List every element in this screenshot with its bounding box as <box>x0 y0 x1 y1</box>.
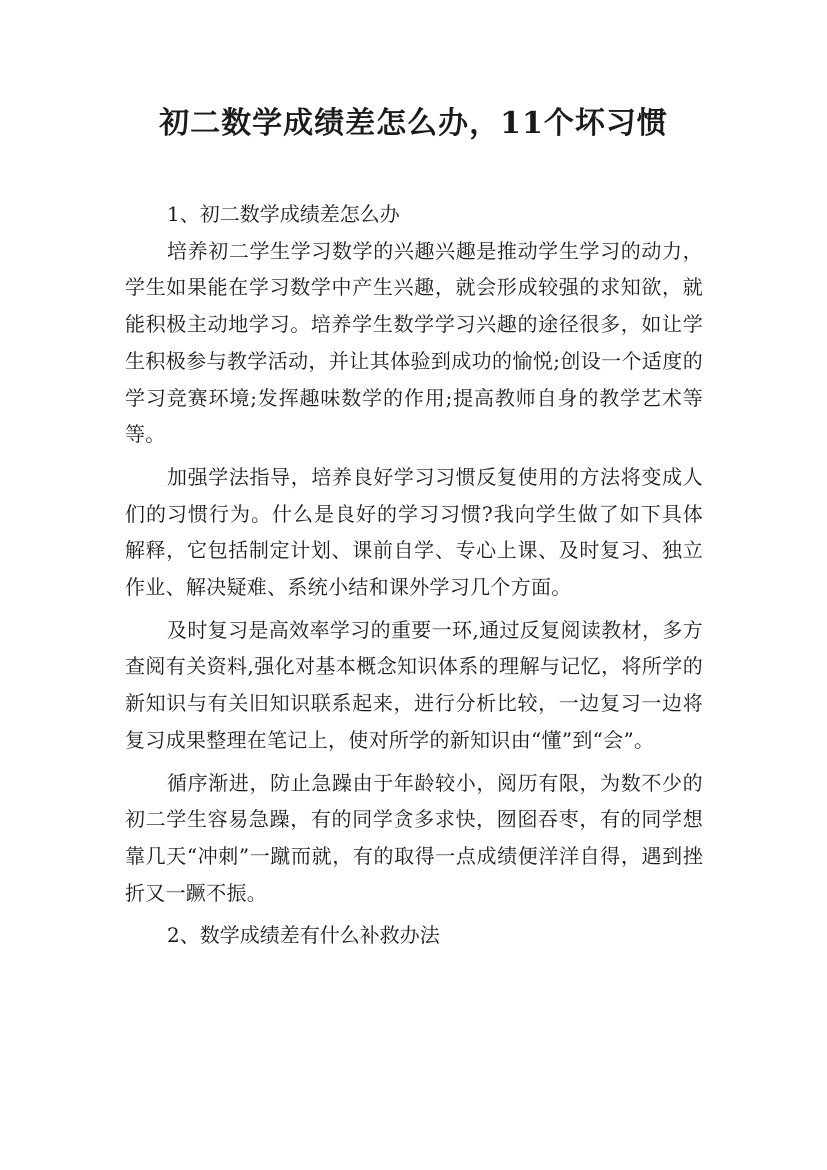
paragraph-3: 及时复习是高效率学习的重要一环,通过反复阅读教材，多方查阅有关资料,强化对基本概念知识体系的理解与记忆，将所学的新知识与有关旧知识联系起来，进行分析比较，一边复习一边将复习成果整理在笔记上，使对所学的新知识由“懂”到“会”。 <box>125 617 703 752</box>
section-heading-2: 2、数学成绩差有什么补救办法 <box>167 923 440 948</box>
paragraph-2: 加强学法指导，培养良好学习习惯反复使用的方法将变成人们的习惯行为。什么是良好的学习习惯?我向学生做了如下具体解释，它包括制定计划、课前自学、专心上课、及时复习、独立作业、解决疑难、系统小结和课外学习几个方面。 <box>125 464 703 600</box>
paragraph-1: 培养初二学生学习数学的兴趣兴趣是推动学生学习的动力，学生如果能在学习数学中产生兴趣，就会形成较强的求知欲，就能积极主动地学习。培养学生数学学习兴趣的途径很多，如让学生积极参与教学活动，并让其体验到成功的愉悦;创设一个适度的学习竞赛环境;发挥趣味数学的作用;提高教师自身的教学艺术等等。 <box>125 238 703 447</box>
paragraph-4: 循序渐进，防止急躁由于年龄较小，阅历有限，为数不少的初二学生容易急躁，有的同学贪多求快，囫囵吞枣，有的同学想靠几天“冲刺”一蹴而就，有的取得一点成绩便洋洋自得，遇到挫折又一蹶不振。 <box>125 770 703 905</box>
document-body <box>125 196 703 954</box>
page-title: 初二数学成绩差怎么办，11个坏习惯 <box>159 106 668 141</box>
section-heading-1: 1、初二数学成绩差怎么办 <box>167 202 400 226</box>
